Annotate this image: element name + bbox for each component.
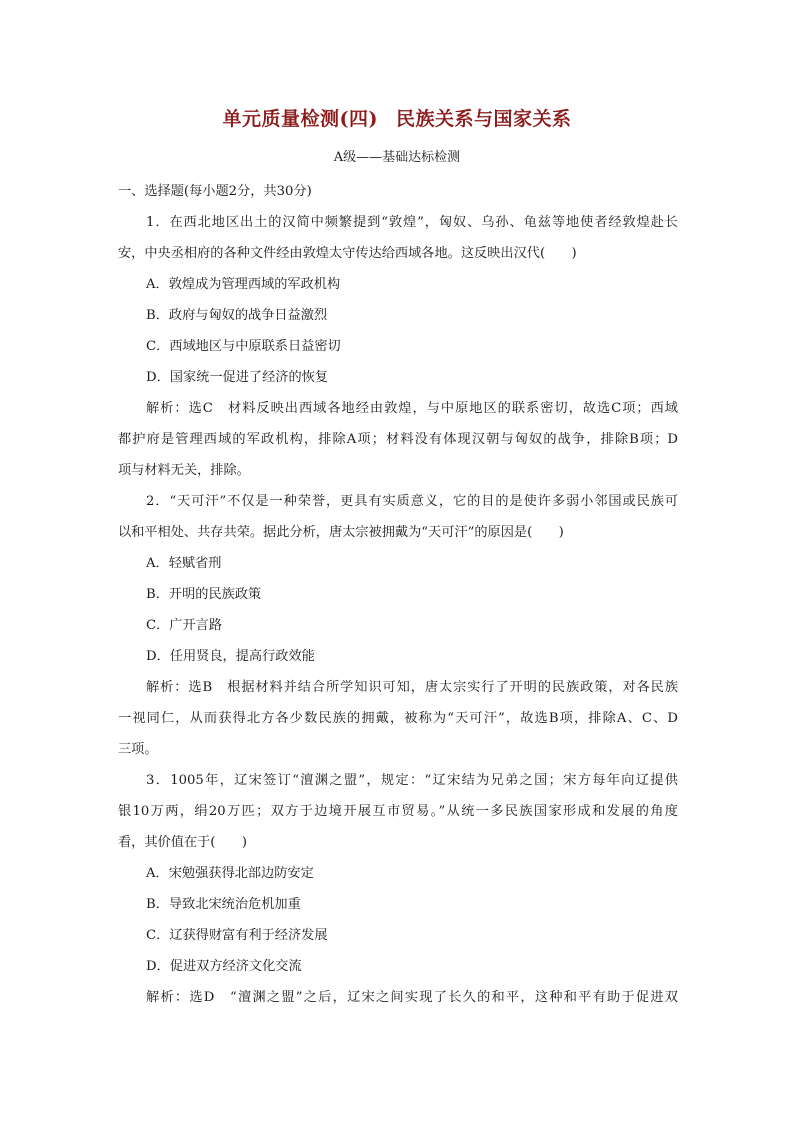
q2-answer-line-1: 解析：选B 根据材料并结合所学知识可知，唐太宗实行了开明的民族政策，对各民族 [146,680,678,695]
q3-answer-line-1: 解析：选D “澶渊之盟”之后，辽宋之间实现了长久的和平，这种和平有助于促进双 [146,990,678,1005]
q1-option-a: A．敦煌成为管理西域的军政机构 [146,277,341,292]
q1-option-b: B．政府与匈奴的战争日益激烈 [146,308,328,323]
page-subtitle: A级——基础达标检测 [333,150,461,165]
q2-option-a: A．轻赋省刑 [146,556,222,571]
q3-stem-line-2: 银10万两，绢20万匹；双方于边境开展互市贸易。”从统一多民族国家形成和发展的角度 [118,804,678,819]
page-title [0,104,794,131]
q3-option-b: B．导致北宋统治危机加重 [146,897,301,912]
section-heading: 一、选择题(每小题2分，共30分) [118,184,312,199]
q1-option-c: C．西域地区与中原联系日益密切 [146,339,341,354]
q1-answer-line-1: 解析：选C 材料反映出西域各地经由敦煌，与中原地区的联系密切，故选C项；西域 [146,401,678,416]
q2-answer-line-2: 一视同仁，从而获得北方各少数民族的拥戴，被称为“天可汗”，故选B项，排除A、C、D [118,711,678,726]
q3-option-c: C．辽获得财富有利于经济发展 [146,928,328,943]
q1-stem-line-2: 安，中央丞相府的各种文件经由敦煌太守传达给西域各地。这反映出汉代( ) [118,246,577,261]
q2-stem-line-2: 以和平相处、共存共荣。据此分析，唐太宗被拥戴为“天可汗”的原因是( ) [118,525,564,540]
q3-stem-line-1: 3．1005年，辽宋签订“澶渊之盟”，规定：“辽宋结为兄弟之国；宋方每年向辽提供 [146,773,678,788]
title-part-2: 民族关系与国家关系 [395,108,572,130]
q1-answer-line-3: 项与材料无关，排除。 [118,463,250,478]
q2-answer-line-3: 三项。 [118,742,158,757]
q1-stem-line-1: 1．在西北地区出土的汉简中频繁提到“敦煌”，匈奴、乌孙、龟兹等地使者经敦煌赴长 [146,215,678,230]
document-body [118,176,678,1013]
q2-option-c: C．广开言路 [146,618,223,633]
q2-option-b: B．开明的民族政策 [146,587,262,602]
q3-stem-line-3: 看，其价值在于( ) [118,835,247,850]
q3-option-d: D．促进双方经济文化交流 [146,959,302,974]
q3-option-a: A．宋勉强获得北部边防安定 [146,866,314,881]
q2-stem-line-1: 2．“天可汗”不仅是一种荣誉，更具有实质意义，它的目的是使许多弱小邻国或民族可 [146,494,678,509]
q2-option-d: D．任用贤良，提高行政效能 [146,649,315,664]
title-part-1: 单元质量检测(四) [222,108,378,130]
q1-answer-line-2: 都护府是管理西域的军政机构，排除A项；材料没有体现汉朝与匈奴的战争，排除B项；D [118,432,678,447]
q1-option-d: D．国家统一促进了经济的恢复 [146,370,329,385]
